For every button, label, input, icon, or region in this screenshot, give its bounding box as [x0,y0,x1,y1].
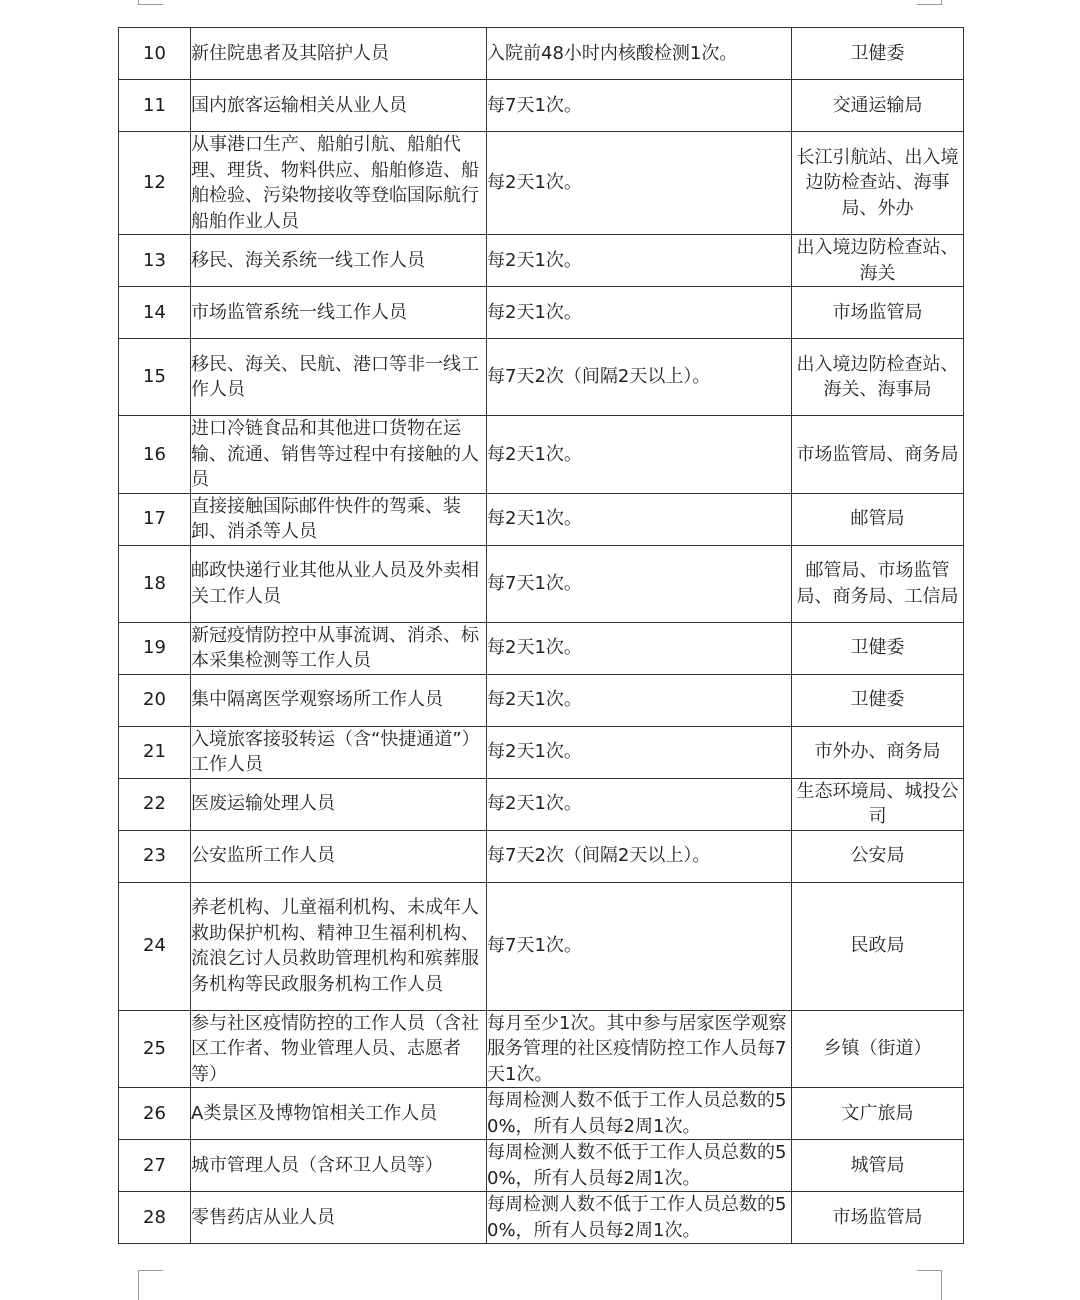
responsible-department: 市外办、商务局 [792,726,964,778]
personnel-category: 邮政快递行业其他从业人员及外卖相关工作人员 [191,545,487,622]
testing-frequency: 每2天1次。 [487,132,792,235]
testing-frequency: 每7天2次（间隔2天以上）。 [487,339,792,416]
personnel-category: 养老机构、儿童福利机构、未成年人救助保护机构、精神卫生福利机构、流浪乞讨人员救助管理机构和殡葬服务机构等民政服务机构工作人员 [191,882,487,1010]
table-row [119,1140,964,1192]
responsible-department: 生态环境局、城投公司 [792,778,964,830]
table-row [119,235,964,287]
row-number: 19 [119,622,191,674]
testing-frequency: 每2天1次。 [487,726,792,778]
row-number: 16 [119,416,191,494]
responsible-department: 卫健委 [792,622,964,674]
testing-frequency: 每2天1次。 [487,674,792,726]
personnel-category: 医废运输处理人员 [191,778,487,830]
testing-frequency: 每周检测人数不低于工作人员总数的50%，所有人员每2周1次。 [487,1088,792,1140]
personnel-category: 新住院患者及其陪护人员 [191,28,487,80]
table-row [119,339,964,416]
table-row [119,28,964,80]
row-number: 11 [119,80,191,132]
responsible-department: 民政局 [792,882,964,1010]
table-row [119,80,964,132]
testing-schedule-table [118,27,964,1244]
personnel-category: 移民、海关系统一线工作人员 [191,235,487,287]
table-row [119,726,964,778]
personnel-category: 移民、海关、民航、港口等非一线工作人员 [191,339,487,416]
row-number: 25 [119,1010,191,1088]
responsible-department: 邮管局 [792,493,964,545]
personnel-category: A类景区及博物馆相关工作人员 [191,1088,487,1140]
testing-frequency: 每2天1次。 [487,287,792,339]
testing-frequency: 入院前48小时内核酸检测1次。 [487,28,792,80]
responsible-department: 市场监管局 [792,287,964,339]
row-number: 18 [119,545,191,622]
personnel-category: 入境旅客接驳转运（含“快捷通道”）工作人员 [191,726,487,778]
row-number: 15 [119,339,191,416]
testing-frequency: 每2天1次。 [487,416,792,494]
crop-mark-top-left [138,0,163,5]
responsible-department: 出入境边防检查站、海关、海事局 [792,339,964,416]
responsible-department: 出入境边防检查站、海关 [792,235,964,287]
row-number: 12 [119,132,191,235]
crop-mark-bottom-right [917,1270,942,1300]
row-number: 10 [119,28,191,80]
responsible-department: 卫健委 [792,28,964,80]
responsible-department: 公安局 [792,830,964,882]
row-number: 14 [119,287,191,339]
row-number: 26 [119,1088,191,1140]
crop-mark-bottom-left [138,1270,163,1300]
table-row [119,287,964,339]
personnel-category: 市场监管系统一线工作人员 [191,287,487,339]
responsible-department: 城管局 [792,1140,964,1192]
testing-frequency: 每7天2次（间隔2天以上）。 [487,830,792,882]
responsible-department: 邮管局、市场监管局、商务局、工信局 [792,545,964,622]
testing-frequency: 每2天1次。 [487,778,792,830]
table-row [119,830,964,882]
row-number: 17 [119,493,191,545]
table-row [119,416,964,494]
row-number: 21 [119,726,191,778]
testing-frequency: 每7天1次。 [487,882,792,1010]
testing-frequency: 每月至少1次。其中参与居家医学观察服务管理的社区疫情防控工作人员每7天1次。 [487,1010,792,1088]
responsible-department: 文广旅局 [792,1088,964,1140]
testing-frequency: 每7天1次。 [487,80,792,132]
table-row [119,1192,964,1244]
responsible-department: 卫健委 [792,674,964,726]
table-row [119,132,964,235]
personnel-category: 新冠疫情防控中从事流调、消杀、标本采集检测等工作人员 [191,622,487,674]
table-row [119,622,964,674]
personnel-category: 城市管理人员（含环卫人员等） [191,1140,487,1192]
personnel-category: 国内旅客运输相关从业人员 [191,80,487,132]
personnel-category: 集中隔离医学观察场所工作人员 [191,674,487,726]
row-number: 27 [119,1140,191,1192]
personnel-category: 公安监所工作人员 [191,830,487,882]
row-number: 24 [119,882,191,1010]
row-number: 13 [119,235,191,287]
personnel-category: 参与社区疫情防控的工作人员（含社区工作者、物业管理人员、志愿者等） [191,1010,487,1088]
testing-frequency: 每2天1次。 [487,493,792,545]
table-row [119,493,964,545]
table-row [119,545,964,622]
row-number: 23 [119,830,191,882]
personnel-category: 零售药店从业人员 [191,1192,487,1244]
table-row [119,778,964,830]
table-row [119,882,964,1010]
personnel-category: 直接接触国际邮件快件的驾乘、装卸、消杀等人员 [191,493,487,545]
personnel-category: 进口冷链食品和其他进口货物在运输、流通、销售等过程中有接触的人员 [191,416,487,494]
testing-frequency: 每7天1次。 [487,545,792,622]
row-number: 22 [119,778,191,830]
responsible-department: 长江引航站、出入境边防检查站、海事局、外办 [792,132,964,235]
row-number: 28 [119,1192,191,1244]
table-row [119,1010,964,1088]
responsible-department: 交通运输局 [792,80,964,132]
testing-frequency: 每周检测人数不低于工作人员总数的50%，所有人员每2周1次。 [487,1140,792,1192]
testing-frequency: 每2天1次。 [487,235,792,287]
row-number: 20 [119,674,191,726]
table-row [119,674,964,726]
table-row [119,1088,964,1140]
testing-frequency: 每周检测人数不低于工作人员总数的50%，所有人员每2周1次。 [487,1192,792,1244]
personnel-category: 从事港口生产、船舶引航、船舶代理、理货、物料供应、船舶修造、船舶检验、污染物接收等登临国际航行船舶作业人员 [191,132,487,235]
responsible-department: 乡镇（街道） [792,1010,964,1088]
responsible-department: 市场监管局 [792,1192,964,1244]
crop-mark-top-right [917,0,942,5]
testing-frequency: 每2天1次。 [487,622,792,674]
responsible-department: 市场监管局、商务局 [792,416,964,494]
